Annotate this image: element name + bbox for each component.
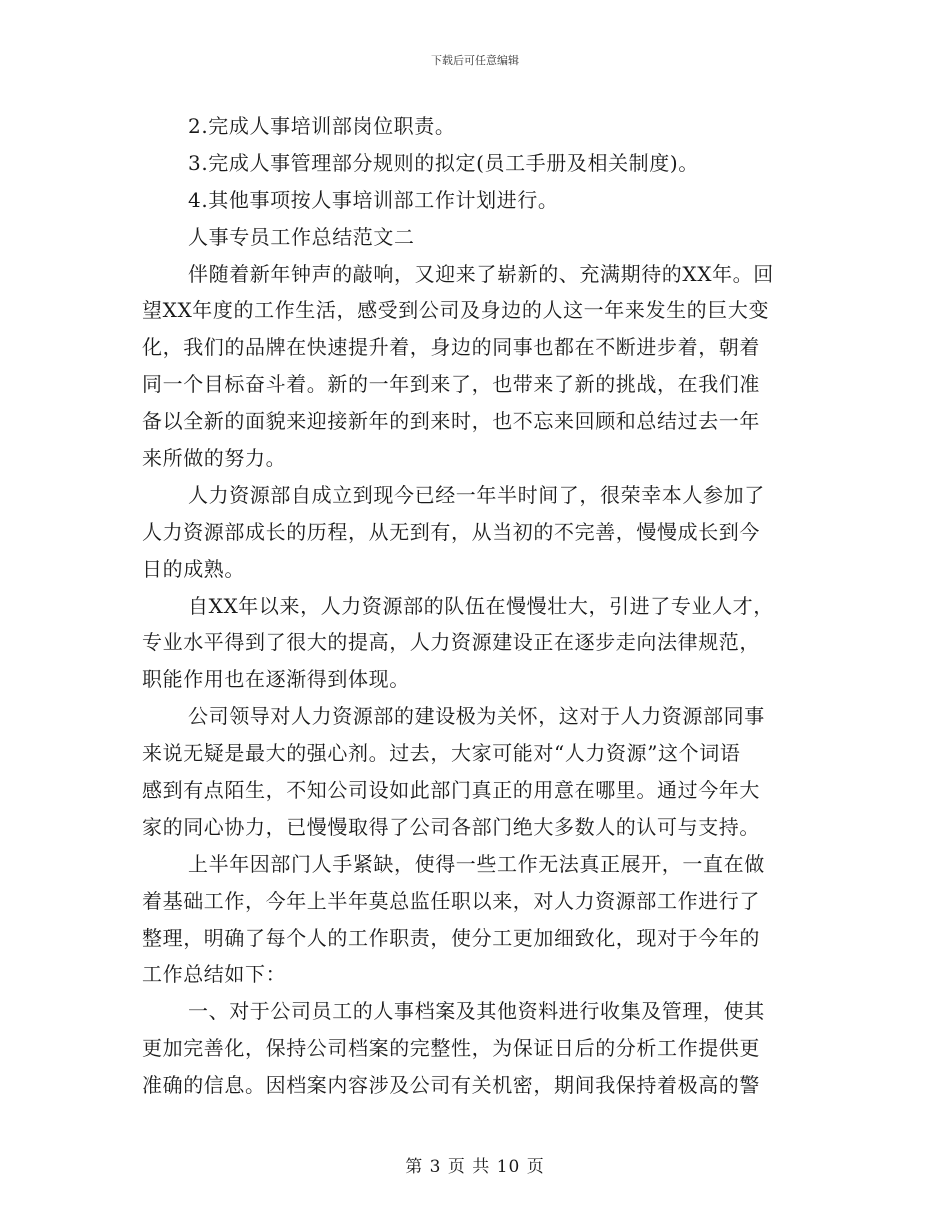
text-line: 4.其他事项按人事培训部工作计划进行。	[188, 187, 559, 212]
text-line: 准确的信息。因档案内容涉及公司有关机密，期间我保持着极高的警	[142, 1073, 760, 1098]
text-line: 上半年因部门人手紧缺，使得一些工作无法真正展开，一直在做	[188, 851, 765, 876]
document-body	[142, 108, 822, 1104]
text-line: 来所做的努力。	[142, 446, 287, 471]
text-line: 职能作用也在逐渐得到体现。	[142, 667, 410, 692]
text-line: 专业水平得到了很大的提高，人力资源建设正在逐步走向法律规范，	[142, 630, 760, 655]
text-line: 同一个目标奋斗着。新的一年到来了，也带来了新的挑战，在我们准	[142, 372, 760, 397]
text-line: 一、对于公司员工的人事档案及其他资料进行收集及管理，使其	[188, 999, 765, 1024]
text-line: 3.完成人事管理部分规则的拟定(员工手册及相关制度)。	[188, 150, 699, 175]
text-line: 2.完成人事培训部岗位职责。	[188, 114, 456, 138]
text-line: 工作总结如下：	[142, 962, 287, 987]
text-line: 伴随着新年钟声的敲响，又迎来了崭新的、充满期待的XX年。回	[188, 261, 774, 286]
page-header-note: 下载后可任意编辑	[431, 54, 519, 67]
text-line: 家的同心协力，已慢慢取得了公司各部门绝大多数人的认可与支持。	[142, 814, 760, 839]
text-line: 日的成熟。	[142, 556, 245, 581]
page-footer-number: 第 3 页 共 10 页	[405, 1157, 545, 1177]
text-line: 着基础工作，今年上半年莫总监任职以来，对人力资源部工作进行了	[142, 888, 760, 913]
text-line: 整理，明确了每个人的工作职责，使分工更加细致化，现对于今年的	[142, 925, 760, 950]
text-line: 望XX年度的工作生活，感受到公司及身边的人这一年来发生的巨大变	[142, 298, 770, 323]
text-line: 人事专员工作总结范文二	[188, 224, 415, 249]
text-line: 更加完善化，保持公司档案的完整性，为保证日后的分析工作提供更	[142, 1036, 760, 1061]
text-line: 人力资源部成长的历程，从无到有，从当初的不完善，慢慢成长到今	[142, 519, 760, 544]
text-line: 感到有点陌生，不知公司设如此部门真正的用意在哪里。通过今年大	[142, 778, 760, 803]
text-line: 备以全新的面貌来迎接新年的到来时，也不忘来回顾和总结过去一年	[142, 409, 760, 434]
text-line: 来说无疑是最大的强心剂。过去，大家可能对“人力资源”这个词语	[142, 741, 741, 766]
text-line: 自XX年以来，人力资源部的队伍在慢慢壮大，引进了专业人才，	[188, 593, 774, 618]
text-line: 化，我们的品牌在快速提升着，身边的同事也都在不断进步着，朝着	[142, 335, 760, 360]
text-line: 公司领导对人力资源部的建设极为关怀，这对于人力资源部同事	[188, 704, 765, 729]
text-line: 人力资源部自成立到现今已经一年半时间了，很荣幸本人参加了	[188, 482, 765, 507]
